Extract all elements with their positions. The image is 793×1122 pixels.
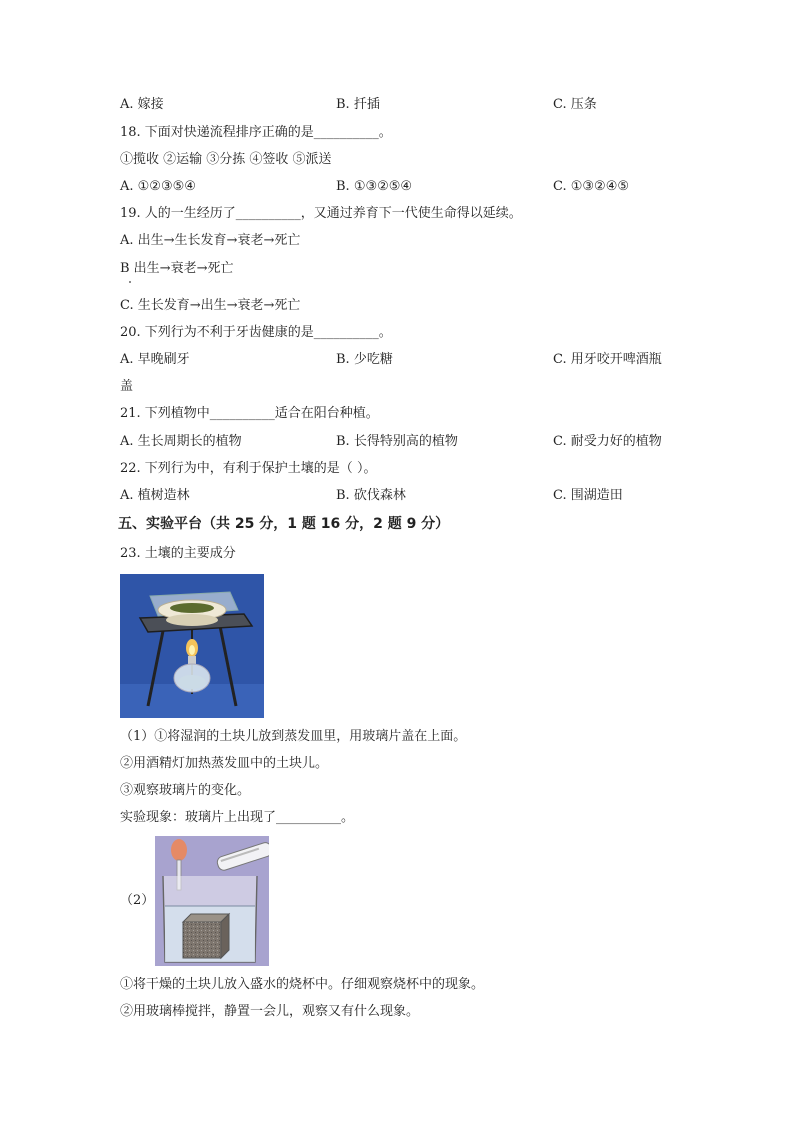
q23-part1-step1: （1）①将湿润的土块儿放到蒸发皿里，用玻璃片盖在上面。 bbox=[120, 729, 467, 744]
q22-option-a: A. 植树造林 bbox=[120, 488, 190, 503]
q23-part1-step3: ③观察玻璃片的变化。 bbox=[120, 783, 251, 798]
q19-option-c: C. 生长发育→出生→衰老→死亡 bbox=[120, 298, 301, 313]
q20-option-b: B. 少吃糖 bbox=[336, 352, 393, 367]
q20-option-a: A. 早晚刷牙 bbox=[120, 352, 190, 367]
q23-part1-phenomenon: 实验现象：玻璃片上出现了__________。 bbox=[120, 810, 355, 825]
q20-stem: 20. 下列行为不利于牙齿健康的是__________。 bbox=[120, 325, 392, 340]
q19-option-a: A. 出生→生长发育→衰老→死亡 bbox=[120, 233, 301, 248]
q23-stem: 23. 土壤的主要成分 bbox=[120, 546, 236, 561]
q22-stem: 22. 下列行为中，有利于保护土壤的是（ ）。 bbox=[120, 461, 377, 476]
q23-part2-step1: ①将干燥的土块儿放入盛水的烧杯中。仔细观察烧杯中的现象。 bbox=[120, 977, 485, 992]
q20-option-c: C. 用牙咬开啤酒瓶 bbox=[553, 352, 662, 367]
q18-stem: 18. 下面对快递流程排序正确的是__________。 bbox=[120, 125, 392, 140]
q19-option-b: B 出生→衰老→死亡 bbox=[120, 261, 234, 276]
q22-option-b: B. 砍伐森林 bbox=[336, 488, 406, 503]
q23-part1-step2: ②用酒精灯加热蒸发皿中的土块儿。 bbox=[120, 756, 329, 771]
q19-stem: 19. 人的一生经历了__________，又通过养育下一代使生命得以延续。 bbox=[120, 206, 522, 221]
q21-option-b: B. 长得特别高的植物 bbox=[336, 434, 458, 449]
q20-option-c-wrap: 盖 bbox=[120, 379, 134, 394]
q17-option-b: B. 扦插 bbox=[336, 97, 380, 112]
q18-option-a: A. ①②③⑤④ bbox=[120, 179, 196, 194]
section-5-heading: 五、实验平台（共 25 分，1 题 16 分，2 题 9 分） bbox=[118, 516, 450, 532]
q17-option-a: A. 嫁接 bbox=[120, 97, 164, 112]
q23-part2-step2: ②用玻璃棒搅拌，静置一会儿，观察又有什么现象。 bbox=[120, 1004, 420, 1019]
evaporating-dish-photo bbox=[120, 574, 264, 718]
q18-option-b: B. ①③②⑤④ bbox=[336, 179, 413, 194]
q21-option-a: A. 生长周期长的植物 bbox=[120, 434, 242, 449]
beaker-soil-drawing bbox=[155, 836, 269, 966]
q23-part2-label: （2） bbox=[120, 893, 155, 908]
q21-option-c: C. 耐受力好的植物 bbox=[553, 434, 662, 449]
q21-stem: 21. 下列植物中__________适合在阳台种植。 bbox=[120, 406, 379, 421]
q17-option-c: C. 压条 bbox=[553, 97, 597, 112]
q18-steps: ①揽收 ②运输 ③分拣 ④签收 ⑤派送 bbox=[120, 152, 332, 167]
q22-option-c: C. 围湖造田 bbox=[553, 488, 623, 503]
stray-dot bbox=[129, 281, 131, 283]
q18-option-c: C. ①③②④⑤ bbox=[553, 179, 630, 194]
